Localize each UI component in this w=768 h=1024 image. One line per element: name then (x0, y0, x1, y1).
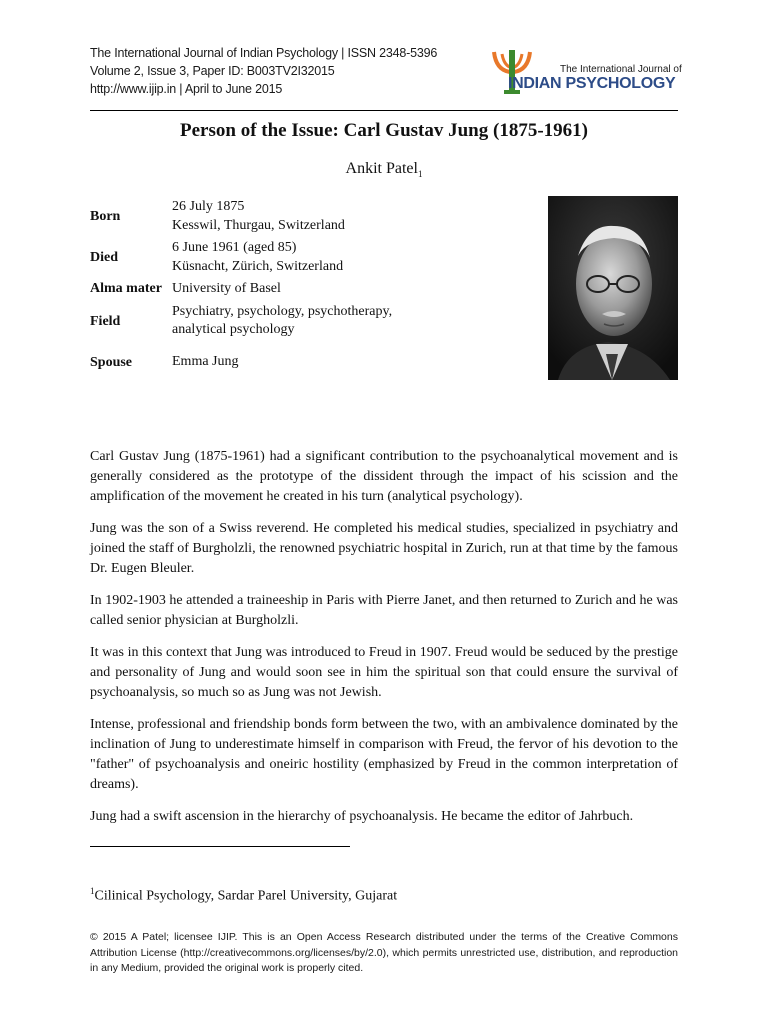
article-body (90, 447, 678, 839)
author-affiliation-mark: 1 (417, 169, 423, 180)
infobox-label: Spouse (90, 355, 133, 370)
body-paragraph: It was in this context that Jung was introduced to Freud in 1907. Freud would be seduced by the prestige and personality of Jung and would soon see in him the spiritual son that could ensure the survival of psychoanalysis, so much so as Jung was not Jewish. (90, 645, 678, 700)
infobox-value: Küsnacht, Zürich, Switzerland (172, 259, 344, 274)
footnote (90, 886, 397, 905)
infobox-value: analytical psychology (172, 322, 295, 337)
infobox-value: University of Basel (172, 281, 281, 296)
body-paragraph: In 1902-1903 he attended a traineeship in Paris with Pierre Janet, and then returned to Zurich and he was called senior physician at Burgholzli. (90, 593, 678, 628)
header-divider (90, 110, 678, 111)
infobox-value: Psychiatry, psychology, psychotherapy, (172, 304, 393, 319)
body-paragraph: Intense, professional and friendship bonds form between the two, with an ambivalence dominated by the inclination of Jung to underestimate himself in comparison with Freud, the fervor of his devotion to the "father" of psychoanalysis and oneiric hostility (emphasized by Freud in the common interpretation of dreams). (90, 717, 678, 792)
infobox-label: Born (90, 209, 121, 224)
infobox-label: Alma mater (90, 281, 162, 296)
body-paragraph: Jung was the son of a Swiss reverend. He completed his medical studies, specialized in psychiatry and joined the staff of Burgholzli, the renowned psychiatric hospital in Zurich, run at that time by the famous Dr. Eugen Bleuler. (90, 521, 678, 576)
body-paragraph: Carl Gustav Jung (1875-1961) had a significant contribution to the psychoanalytical movement and is generally considered as the prototype of the dissident through the impact of his scission and the amplification of the movement he created in his turn (analytical psychology). (90, 449, 678, 504)
header-url-line[interactable]: http://www.ijip.in | April to June 2015 (90, 82, 283, 96)
infobox-value: Kesswil, Thurgau, Switzerland (172, 218, 345, 233)
journal-header (90, 44, 437, 98)
infobox-value: Emma Jung (172, 354, 239, 369)
portrait-photo (548, 196, 678, 380)
footnote-divider (90, 846, 350, 847)
license-notice: © 2015 A Patel; licensee IJIP. This is an Open Access Research distributed under the terms of the Creative Commons Attribution License (http://creativecommons.org/licenses/by/2.0), which permits unrestricted use, distribution, and reproduction in any Medium, provided the original work is properly cited. (90, 931, 678, 974)
infobox-value: 6 June 1961 (aged 85) (172, 240, 297, 255)
logo-small-text: The International Journal of (560, 64, 682, 75)
paper-title: Person of the Issue: Carl Gustav Jung (1875-1961) (180, 120, 588, 141)
journal-logo (492, 48, 682, 98)
portrait-image (548, 196, 678, 380)
author-name: Ankit Patel (345, 160, 418, 177)
author-line (0, 160, 768, 179)
body-paragraph: Jung had a swift ascension in the hierarchy of psychoanalysis. He became the editor of Jahrbuch. (90, 809, 634, 824)
header-journal-line: The International Journal of Indian Psychology | ISSN 2348-5396 (90, 46, 438, 60)
logo-title-text: INDIAN PSYCHOLOGY (508, 75, 676, 92)
infobox-value: 26 July 1875 (172, 199, 245, 214)
footnote-text: Cilinical Psychology, Sardar Parel University, Gujarat (94, 888, 398, 904)
infobox-label: Died (90, 250, 118, 265)
footnote-mark: 1 (90, 886, 95, 896)
infobox-label: Field (90, 314, 121, 329)
header-volume-line: Volume 2, Issue 3, Paper ID: B003TV2I32015 (90, 64, 335, 78)
